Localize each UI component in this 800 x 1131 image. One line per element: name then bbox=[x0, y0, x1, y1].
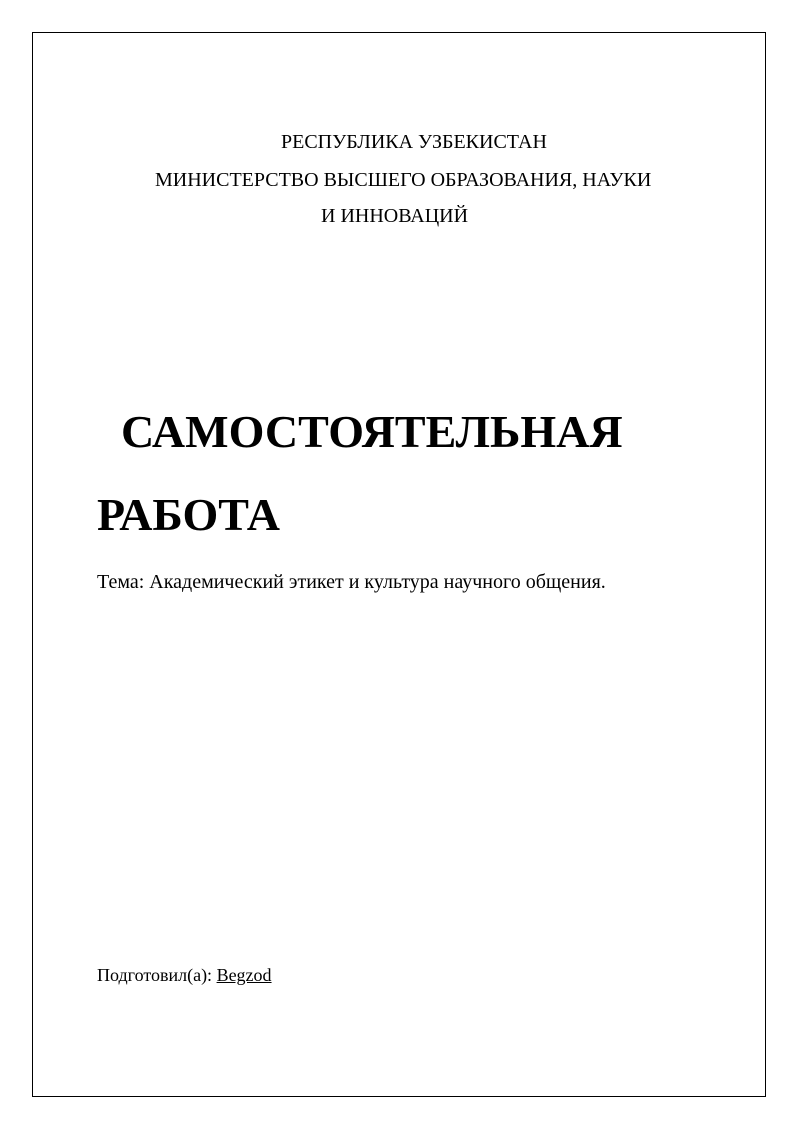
document-title-line-1: САМОСТОЯТЕЛЬНАЯ bbox=[121, 406, 623, 457]
country-heading: РЕСПУБЛИКА УЗБЕКИСТАН bbox=[281, 131, 547, 153]
page-border bbox=[32, 32, 766, 1097]
prepared-by-label: Подготовил(а): bbox=[97, 965, 217, 985]
author-name: Begzod bbox=[216, 965, 272, 985]
ministry-heading: МИНИСТЕРСТВО ВЫСШЕГО ОБРАЗОВАНИЯ, НАУКИ bbox=[155, 169, 652, 191]
prepared-by bbox=[97, 966, 272, 984]
topic-line: Тема: Академический этикет и культура научного общения. bbox=[97, 571, 606, 593]
ministry-heading-continued: И ИННОВАЦИЙ bbox=[321, 205, 469, 227]
document-title-line-2: РАБОТА bbox=[97, 489, 280, 540]
